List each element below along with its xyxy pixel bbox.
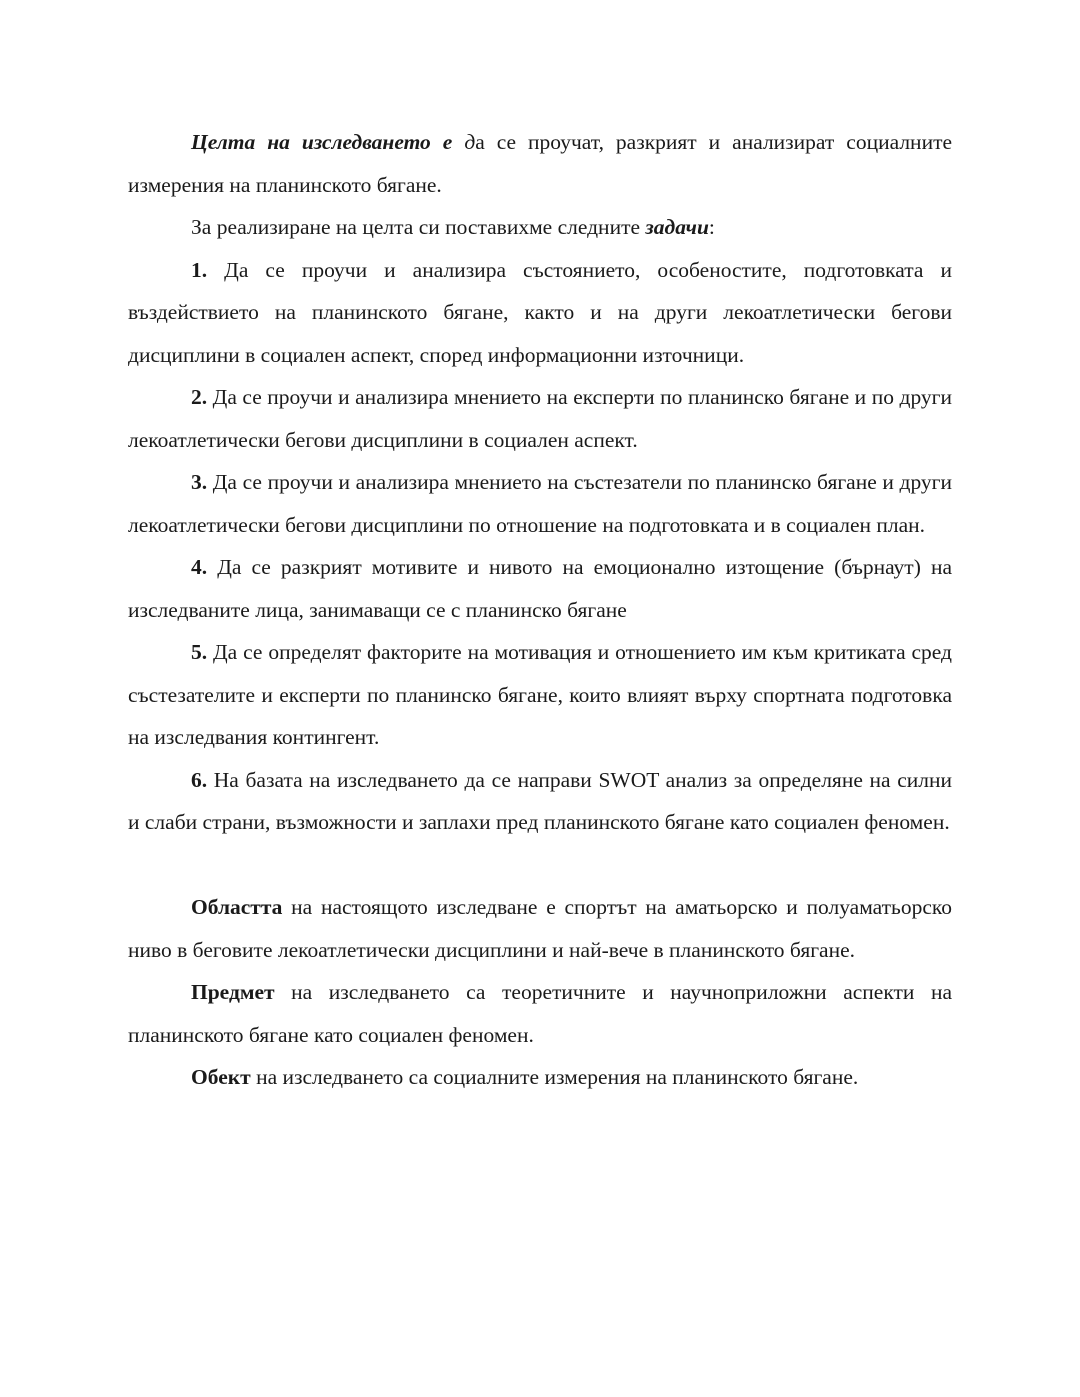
tasks-intro-tail: : — [708, 215, 715, 239]
subject-label: Предмет — [191, 980, 275, 1004]
object-paragraph — [128, 1056, 952, 1099]
tasks-intro-emphasis: задачи — [645, 215, 709, 239]
task-text: Да се проучи и анализира състоянието, особеностите, подготовката и въздействието на планинското бягане, както и на други лекоатлетически бегови дисциплини в социален аспект, според информационни източници. — [128, 257, 952, 367]
goal-paragraph — [128, 121, 952, 206]
document-page — [128, 121, 952, 1099]
goal-lead-letter: д — [464, 130, 476, 154]
task-item — [128, 376, 952, 461]
task-number: 4. — [191, 555, 208, 579]
object-text: на изследването са социалните измерения на планинското бягане. — [250, 1065, 859, 1089]
scope-paragraph — [128, 886, 952, 971]
tasks-intro-paragraph — [128, 206, 952, 249]
goal-space — [452, 130, 464, 154]
object-label: Обект — [191, 1065, 251, 1089]
task-item — [128, 249, 952, 377]
task-number: 6. — [191, 767, 208, 792]
task-text: Да се разкрият мотивите и нивото на емоционално изтощение (бърнаут) на изследваните лица, занимаващи се с планинско бягане — [128, 555, 952, 622]
task-number: 3. — [191, 470, 208, 494]
task-number: 5. — [191, 640, 208, 664]
task-text: На базата на изследването да се направи SWOT анализ за определяне на силни и слаби страни, възможности и заплахи пред планинското бягане като социален феномен. — [128, 767, 952, 834]
paragraph-spacer — [128, 844, 952, 887]
task-item — [128, 631, 952, 759]
task-number: 2. — [191, 385, 208, 409]
task-text: Да се проучи и анализира мнението на състезатели по планинско бягане и други лекоатлетически бегови дисциплини по отношение на подготовката и в социален план. — [128, 470, 952, 537]
task-text: Да се проучи и анализира мнението на експерти по планинско бягане и по други лекоатлетически бегови дисциплини в социален аспект. — [128, 385, 952, 452]
scope-text: на настоящото изследване е спортът на аматьорско и полуаматьорско ниво в беговите лекоатлетически дисциплини и най-вече в планинското бягане. — [128, 895, 952, 962]
subject-paragraph — [128, 971, 952, 1056]
task-number: 1. — [191, 257, 208, 282]
goal-text: а се проучат, разкрият и анализират социалните измерения на планинското бягане. — [128, 130, 953, 197]
scope-label: Областта — [191, 895, 283, 919]
task-item — [128, 759, 952, 844]
goal-label: Целта на изследването е — [191, 130, 453, 154]
task-item — [128, 546, 952, 631]
subject-text: на изследването са теоретичните и научноприложни аспекти на планинското бягане като социален феномен. — [128, 980, 952, 1047]
task-text: Да се определят факторите на мотивация и отношението им към критиката сред състезателите и експерти по планинско бягане, които влияят върху спортната подготовка на изследвания контингент. — [128, 640, 952, 749]
tasks-intro-text: За реализиране на целта си поставихме следните — [191, 215, 646, 239]
task-item — [128, 461, 952, 546]
